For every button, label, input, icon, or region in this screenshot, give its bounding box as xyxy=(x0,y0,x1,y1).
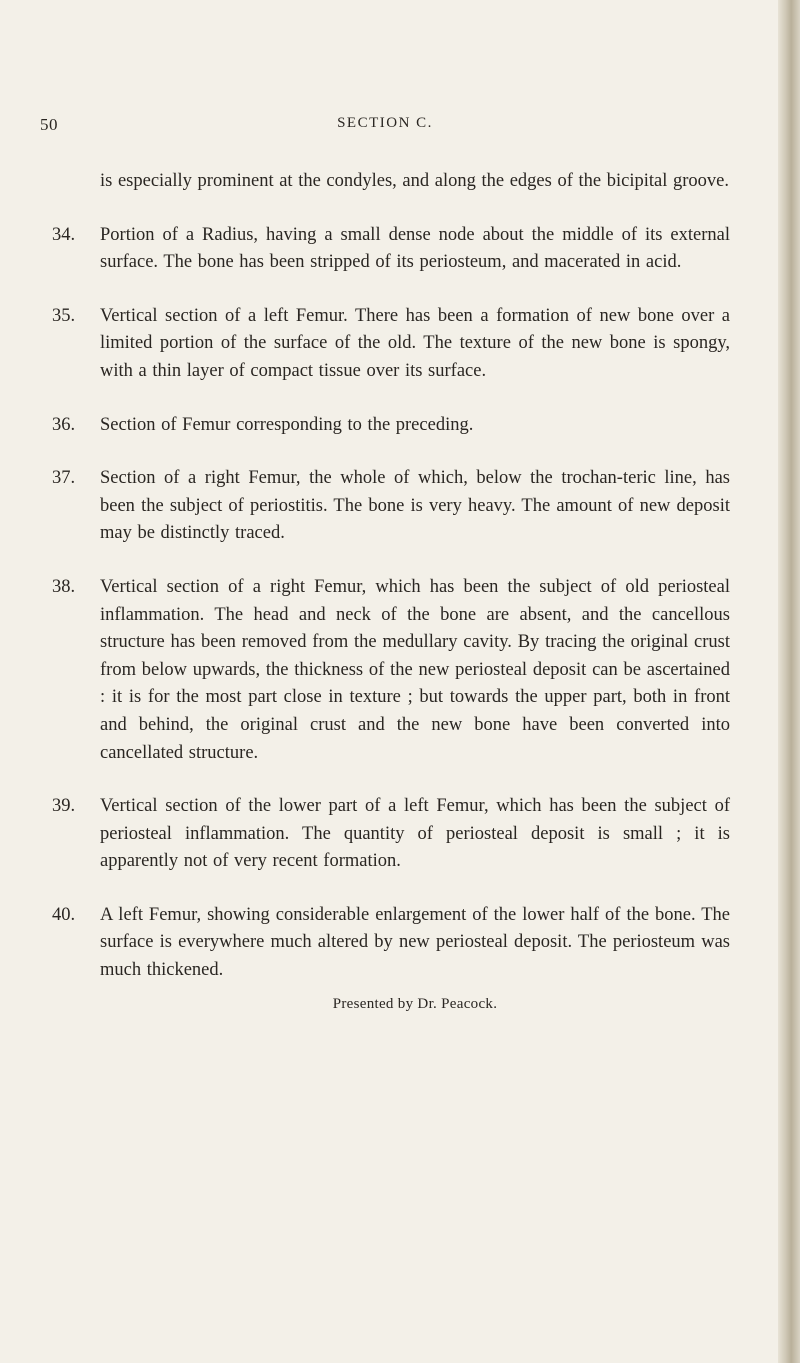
page-number: 50 xyxy=(40,115,58,134)
entry-text: Section of Femur corresponding to the preceding. xyxy=(100,414,474,435)
entry-text: Portion of a Radius, having a small dense node about the middle of its external surface. The bone has been stripped of its periosteum, and macerated in acid. xyxy=(100,224,730,273)
entry-text: Section of a right Femur, the whole of which, below the trochan-teric line, has been the subject of periostitis. The bone is very heavy. The amount of new deposit may be distinctly traced. xyxy=(100,468,730,544)
entry-35 xyxy=(52,303,730,386)
entry-number: 39. xyxy=(52,796,76,817)
page-header xyxy=(40,115,730,139)
entry-number: 36. xyxy=(52,414,76,435)
entry-number: 40. xyxy=(52,904,76,925)
entry-number: 37. xyxy=(52,468,76,489)
running-head: SECTION C. xyxy=(337,115,433,131)
entry-40 xyxy=(52,902,730,985)
presented-by-note: Presented by Dr. Peacock. xyxy=(332,995,498,1012)
entry-text: Vertical section of the lower part of a left Femur, which has been the subject of periosteal inflammation. The quantity of periosteal deposit is small ; it is apparently not of very recent formation. xyxy=(100,796,730,872)
entry-number: 35. xyxy=(52,305,76,326)
entry-39 xyxy=(52,793,730,876)
entry-text: Vertical section of a left Femur. There has been a formation of new bone over a limited portion of the surface of the old. The texture of the new bone is spongy, with a thin layer of compact tissue over its surface. xyxy=(100,305,730,381)
entry-number: 34. xyxy=(52,224,76,245)
entry-37 xyxy=(52,465,730,548)
entry-text: A left Femur, showing considerable enlargement of the lower half of the bone. The surface is everywhere much altered by new periosteal deposit. The periosteum was much thickened. xyxy=(100,904,730,981)
continuation-paragraph: is especially prominent at the condyles, and along the edges of the bicipital groove. xyxy=(100,171,729,191)
entry-number: 38. xyxy=(52,576,76,597)
page-body xyxy=(52,168,730,1015)
entry-34 xyxy=(52,222,730,277)
page-edge-shadow xyxy=(778,0,800,1363)
entry-38 xyxy=(52,574,730,767)
entry-36 xyxy=(52,412,730,440)
entry-text: Vertical section of a right Femur, which has been the subject of old periosteal inflammation. The head and neck of the bone are absent, and the cancellous structure has been removed from the medullary cavity. By tracing the original crust from below upwards, the thickness of the new periosteal deposit can be ascertained : it is for the most part close in texture ; but towards the upper part, both in front and behind, the original crust and the new bone have been converted into cancellated structure. xyxy=(100,576,730,763)
